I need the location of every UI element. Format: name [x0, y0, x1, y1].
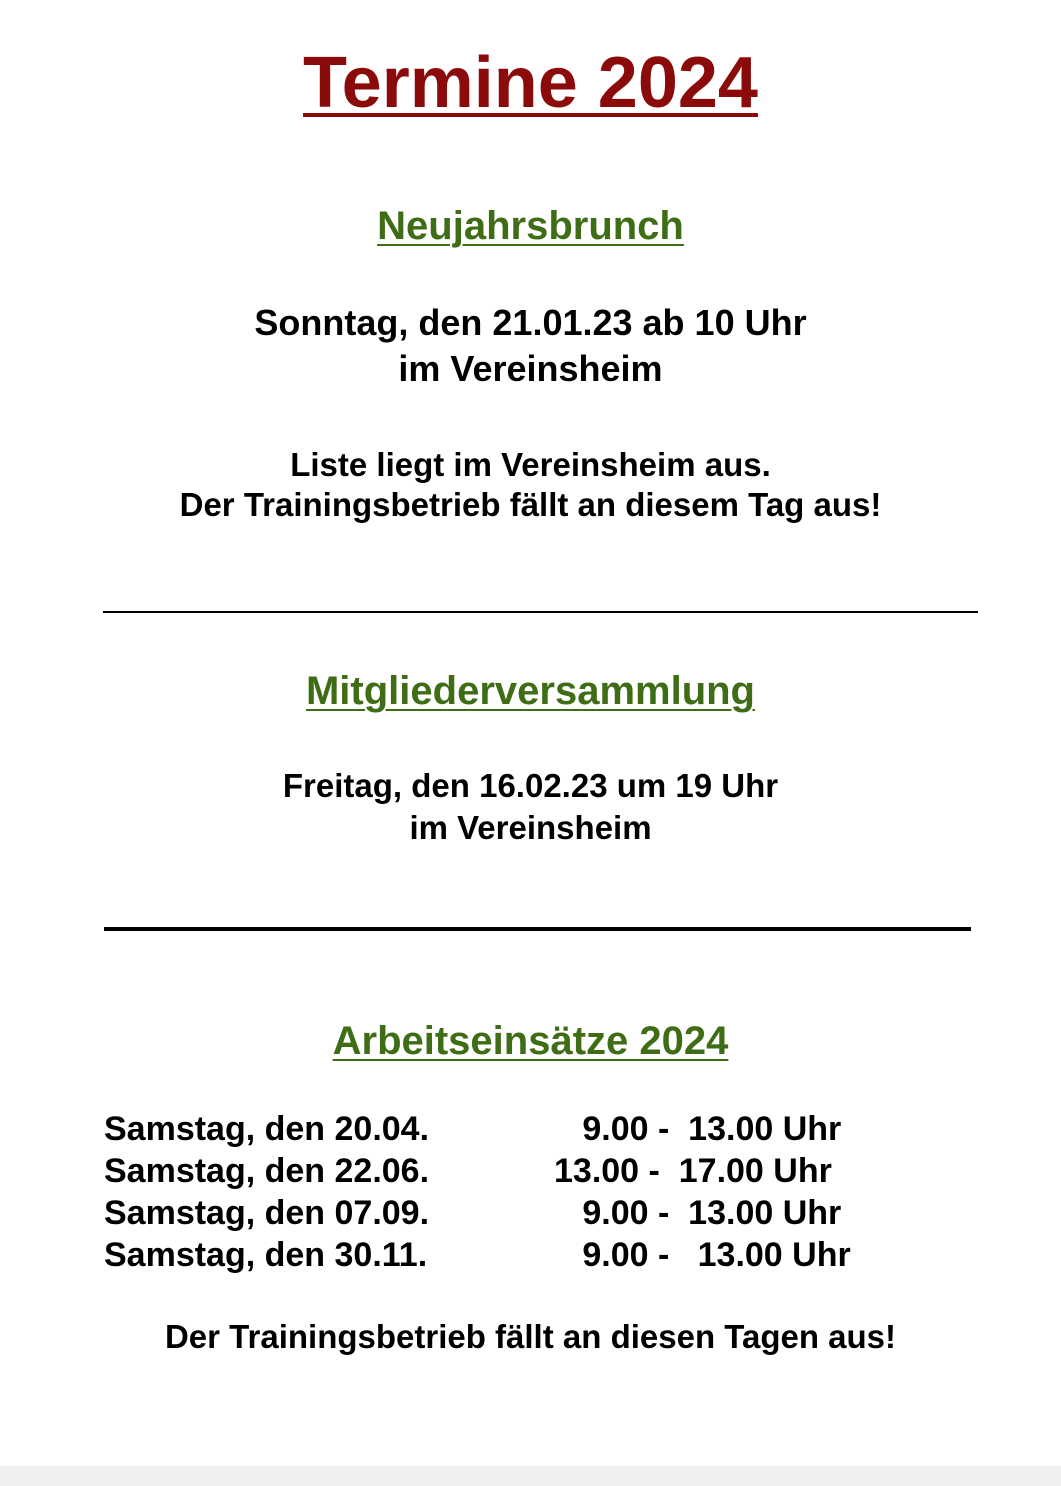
arbeitseinsaetze-heading: Arbeitseinsätze 2024: [332, 1019, 729, 1063]
work-time: 9.00 - 13.00 Uhr: [554, 1194, 842, 1232]
work-schedule-table: [104, 1108, 864, 1276]
work-date: Samstag, den 20.04.: [104, 1110, 430, 1148]
work-schedule-row: [104, 1234, 864, 1276]
work-date: Samstag, den 07.09.: [104, 1194, 430, 1232]
neujahrsbrunch-note-training: Der Trainingsbetrieb fällt an diesem Tag aus!: [179, 486, 882, 523]
arbeitseinsaetze-footer-note: Der Trainingsbetrieb fällt an diesen Tagen aus!: [164, 1318, 897, 1355]
mitgliederversammlung-date: Freitag, den 16.02.23 um 19 Uhr: [282, 767, 779, 804]
mitgliederversammlung-heading: Mitgliederversammlung: [305, 669, 755, 713]
work-date: Samstag, den 30.11.: [104, 1236, 428, 1274]
neujahrsbrunch-heading: Neujahrsbrunch: [377, 204, 684, 248]
divider-line: [103, 611, 978, 613]
work-time: 9.00 - 13.00 Uhr: [554, 1236, 851, 1274]
mitgliederversammlung-place: im Vereinsheim: [409, 809, 652, 846]
work-schedule-row: [104, 1150, 864, 1192]
divider-line-thick: [104, 927, 971, 931]
page-title: Termine 2024: [303, 43, 758, 123]
neujahrsbrunch-place: im Vereinsheim: [398, 348, 663, 389]
work-time: 9.00 - 13.00 Uhr: [554, 1110, 842, 1148]
work-time: 13.00 - 17.00 Uhr: [554, 1152, 832, 1190]
neujahrsbrunch-note-list: Liste liegt im Vereinsheim aus.: [290, 446, 771, 483]
neujahrsbrunch-date: Sonntag, den 21.01.23 ab 10 Uhr: [254, 302, 807, 343]
work-schedule-row: [104, 1192, 864, 1234]
page-bottom-strip: [0, 1466, 1061, 1486]
work-schedule-row: [104, 1108, 864, 1150]
work-date: Samstag, den 22.06.: [104, 1152, 430, 1190]
